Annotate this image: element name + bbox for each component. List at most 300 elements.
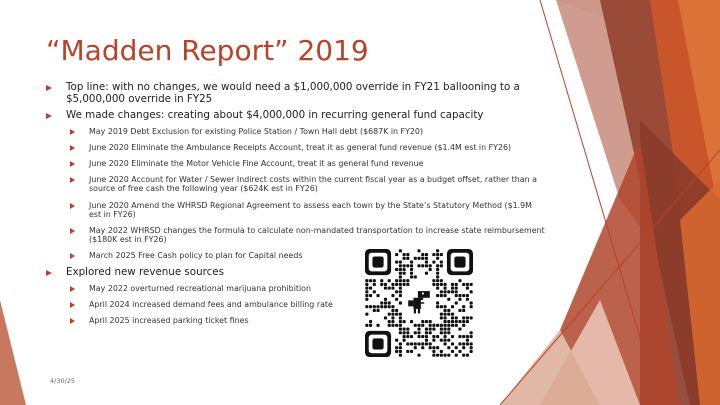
qr-module <box>440 290 443 293</box>
qr-module <box>455 354 458 357</box>
qr-module <box>466 335 469 338</box>
qr-module <box>425 339 428 342</box>
qr-module <box>455 301 458 304</box>
qr-module <box>421 346 424 349</box>
qr-module <box>414 331 417 334</box>
qr-module <box>470 305 473 308</box>
qr-module <box>436 279 439 282</box>
qr-module <box>425 320 428 323</box>
qr-module <box>369 320 372 323</box>
qr-module <box>365 287 368 290</box>
qr-module <box>425 260 428 263</box>
sub-bullet-arrow-icon <box>70 129 75 135</box>
qr-module <box>395 298 398 301</box>
qr-module <box>466 316 469 319</box>
qr-finder-top-left <box>365 249 391 275</box>
qr-module <box>466 298 469 301</box>
qr-module <box>376 324 379 327</box>
qr-module <box>421 320 424 323</box>
qr-module <box>436 287 439 290</box>
qr-module <box>376 294 379 297</box>
qr-module <box>406 279 409 282</box>
qr-module <box>444 328 447 331</box>
qr-module <box>466 339 469 342</box>
qr-module <box>395 346 398 349</box>
qr-module <box>391 287 394 290</box>
qr-module <box>451 283 454 286</box>
qr-module <box>425 331 428 334</box>
qr-module <box>432 279 435 282</box>
qr-module <box>406 342 409 345</box>
qr-module <box>399 316 402 319</box>
qr-module <box>462 354 465 357</box>
qr-module <box>436 249 439 252</box>
qr-module <box>462 316 465 319</box>
bullet-changes <box>46 110 546 122</box>
qr-module <box>365 283 368 286</box>
sub-bullet-arrow-icon <box>70 318 75 324</box>
qr-module <box>391 309 394 312</box>
qr-module <box>421 324 424 327</box>
qr-code[interactable] <box>365 249 473 357</box>
qr-module <box>458 294 461 297</box>
qr-module <box>388 320 391 323</box>
qr-module <box>429 346 432 349</box>
qr-module <box>462 346 465 349</box>
qr-module <box>395 283 398 286</box>
qr-module <box>447 328 450 331</box>
qr-module <box>406 350 409 353</box>
qr-module <box>470 301 473 304</box>
qr-module <box>440 331 443 334</box>
qr-module <box>365 290 368 293</box>
qr-module <box>436 283 439 286</box>
qr-module <box>451 320 454 323</box>
qr-module <box>391 316 394 319</box>
qr-module <box>429 320 432 323</box>
sub-bullet <box>46 143 546 152</box>
qr-module <box>391 324 394 327</box>
qr-module <box>365 324 368 327</box>
qr-module <box>369 279 372 282</box>
qr-module <box>399 350 402 353</box>
qr-module <box>365 294 368 297</box>
qr-module <box>380 301 383 304</box>
qr-module <box>380 279 383 282</box>
qr-module <box>444 335 447 338</box>
qr-module <box>451 342 454 345</box>
qr-module <box>440 354 443 357</box>
qr-module <box>444 331 447 334</box>
qr-module <box>399 301 402 304</box>
qr-module <box>425 253 428 256</box>
qr-module <box>455 316 458 319</box>
qr-module <box>373 279 376 282</box>
qr-module <box>462 305 465 308</box>
qr-module <box>399 287 402 290</box>
qr-module <box>440 279 443 282</box>
qr-module <box>447 324 450 327</box>
qr-module <box>395 339 398 342</box>
qr-module <box>399 342 402 345</box>
qr-module <box>440 350 443 353</box>
qr-module <box>403 339 406 342</box>
qr-module <box>432 339 435 342</box>
qr-module <box>425 272 428 275</box>
qr-module <box>376 305 379 308</box>
qr-module <box>403 328 406 331</box>
qr-module <box>436 257 439 260</box>
qr-module <box>470 331 473 334</box>
bullet-text: We made changes: creating about $4,000,000 in recurring general fund capacity <box>66 109 484 121</box>
qr-module <box>417 331 420 334</box>
qr-module <box>447 346 450 349</box>
qr-finder-bottom-left <box>365 331 391 357</box>
qr-module <box>388 324 391 327</box>
qr-module <box>403 268 406 271</box>
qr-module <box>466 342 469 345</box>
qr-module <box>417 328 420 331</box>
sub-bullet <box>46 127 546 136</box>
qr-module <box>403 272 406 275</box>
qr-module <box>399 331 402 334</box>
qr-module <box>410 275 413 278</box>
sub-bullet-arrow-icon <box>70 253 75 259</box>
sub-bullet-arrow-icon <box>70 145 75 151</box>
qr-module <box>455 324 458 327</box>
qr-module <box>399 313 402 316</box>
qr-module <box>395 290 398 293</box>
qr-module <box>462 294 465 297</box>
qr-module <box>365 313 368 316</box>
qr-module <box>399 249 402 252</box>
qr-module <box>391 320 394 323</box>
qr-module <box>440 324 443 327</box>
qr-module <box>432 335 435 338</box>
sub-bullet-text: May 2022 overturned recreational marijuana prohibition <box>89 284 312 294</box>
qr-module <box>425 264 428 267</box>
qr-module <box>444 290 447 293</box>
qr-module <box>440 305 443 308</box>
qr-module <box>458 335 461 338</box>
qr-module <box>406 253 409 256</box>
qr-module <box>466 287 469 290</box>
qr-module <box>444 305 447 308</box>
qr-module <box>455 294 458 297</box>
qr-module <box>425 328 428 331</box>
qr-module <box>417 324 420 327</box>
qr-module <box>410 268 413 271</box>
qr-module <box>455 283 458 286</box>
sub-bullet-text: June 2020 Eliminate the Ambulance Receipts Account, treat it as general fund revenue ($1.4M est in FY26) <box>89 142 512 152</box>
qr-module <box>436 324 439 327</box>
qr-module <box>425 342 428 345</box>
qr-module <box>440 313 443 316</box>
qr-module <box>369 305 372 308</box>
qr-module <box>365 305 368 308</box>
qr-module <box>470 335 473 338</box>
qr-module <box>365 298 368 301</box>
qr-module <box>414 275 417 278</box>
qr-module <box>403 283 406 286</box>
qr-module <box>395 324 398 327</box>
qr-module <box>369 287 372 290</box>
qr-module <box>384 305 387 308</box>
qr-module <box>384 301 387 304</box>
qr-module <box>399 324 402 327</box>
qr-module <box>436 275 439 278</box>
qr-module <box>388 301 391 304</box>
qr-module <box>440 260 443 263</box>
qr-module <box>417 335 420 338</box>
qr-module <box>466 283 469 286</box>
qr-module <box>470 316 473 319</box>
qr-module <box>414 324 417 327</box>
sub-bullet-text: March 2025 Free Cash policy to plan for Capital needs <box>89 251 303 261</box>
qr-module <box>455 320 458 323</box>
qr-module <box>447 298 450 301</box>
sub-bullet-arrow-icon <box>70 161 75 167</box>
qr-module <box>458 279 461 282</box>
bullet-arrow-icon <box>46 270 52 276</box>
qr-module <box>380 283 383 286</box>
qr-module <box>470 346 473 349</box>
sub-bullet-arrow-icon <box>70 302 75 308</box>
qr-module <box>406 264 409 267</box>
sub-bullet-text: June 2020 Eliminate the Motor Vehicle Fine Account, treat it as general fund revenue <box>89 158 424 168</box>
qr-module <box>399 275 402 278</box>
qr-module <box>395 260 398 263</box>
qr-module <box>410 320 413 323</box>
qr-module <box>388 279 391 282</box>
qr-module <box>466 320 469 323</box>
qr-module <box>447 290 450 293</box>
qr-module <box>458 328 461 331</box>
qr-module <box>388 287 391 290</box>
qr-module <box>384 298 387 301</box>
qr-module <box>458 342 461 345</box>
qr-module <box>470 350 473 353</box>
qr-module <box>388 305 391 308</box>
qr-module <box>429 331 432 334</box>
qr-module <box>444 320 447 323</box>
qr-module <box>429 268 432 271</box>
qr-module <box>447 339 450 342</box>
qr-module <box>444 313 447 316</box>
qr-module <box>470 283 473 286</box>
qr-module <box>436 294 439 297</box>
qr-module <box>399 328 402 331</box>
qr-module <box>406 331 409 334</box>
bullet-text: Explored new revenue sources <box>66 265 224 278</box>
qr-module <box>410 350 413 353</box>
qr-module <box>399 260 402 263</box>
qr-module <box>436 305 439 308</box>
qr-module <box>436 272 439 275</box>
qr-module <box>395 350 398 353</box>
qr-module <box>455 290 458 293</box>
qr-module <box>429 324 432 327</box>
qr-module <box>444 339 447 342</box>
qr-module <box>462 342 465 345</box>
qr-module <box>403 331 406 334</box>
qr-module <box>395 279 398 282</box>
qr-module <box>444 324 447 327</box>
qr-module <box>462 309 465 312</box>
qr-module <box>406 283 409 286</box>
qr-module <box>470 342 473 345</box>
qr-module <box>417 257 420 260</box>
qr-module <box>436 264 439 267</box>
qr-module <box>425 257 428 260</box>
qr-module <box>440 283 443 286</box>
qr-module <box>403 335 406 338</box>
qr-module <box>414 257 417 260</box>
qr-module <box>403 320 406 323</box>
qr-module <box>391 294 394 297</box>
qr-module <box>380 305 383 308</box>
sub-bullet-text: May 2022 WHRSD changes the formula to calculate non-mandated transportation to increase state reimbursement ($180K est in FY26) <box>89 225 545 245</box>
qr-module <box>451 335 454 338</box>
qr-module <box>458 320 461 323</box>
qr-module <box>399 264 402 267</box>
qr-module <box>436 253 439 256</box>
qr-module <box>440 316 443 319</box>
qr-module <box>399 290 402 293</box>
qr-module <box>384 283 387 286</box>
sub-bullet-arrow-icon <box>70 203 75 209</box>
qr-module <box>440 294 443 297</box>
facet-left-bottom <box>0 300 26 405</box>
sub-bullet <box>46 175 546 193</box>
qr-module <box>432 283 435 286</box>
qr-module <box>421 342 424 345</box>
qr-module <box>384 287 387 290</box>
qr-module <box>455 346 458 349</box>
qr-module <box>365 279 368 282</box>
qr-module <box>466 354 469 357</box>
qr-module <box>436 301 439 304</box>
qr-module <box>462 283 465 286</box>
dinosaur-icon <box>404 288 434 318</box>
qr-module <box>406 257 409 260</box>
qr-module <box>399 279 402 282</box>
qr-module <box>444 354 447 357</box>
qr-module <box>429 328 432 331</box>
qr-module <box>388 313 391 316</box>
qr-module <box>403 257 406 260</box>
qr-module <box>444 316 447 319</box>
qr-module <box>444 283 447 286</box>
qr-finder-top-right <box>447 249 473 275</box>
qr-module <box>462 324 465 327</box>
sub-bullet-arrow-icon <box>70 286 75 292</box>
qr-module <box>451 316 454 319</box>
qr-module <box>417 354 420 357</box>
qr-module <box>421 253 424 256</box>
qr-module <box>384 316 387 319</box>
qr-module <box>391 313 394 316</box>
qr-module <box>451 350 454 353</box>
footer-date: 4/30/25 <box>50 377 76 385</box>
qr-module <box>373 305 376 308</box>
qr-module <box>421 257 424 260</box>
qr-module <box>406 328 409 331</box>
qr-module <box>429 264 432 267</box>
qr-module <box>399 283 402 286</box>
qr-module <box>447 354 450 357</box>
sub-bullet-text: June 2020 Amend the WHRSD Regional Agreement to assess each town by the State’s Statutory Method ($1.9M est in FY26) <box>89 200 532 219</box>
qr-module <box>432 350 435 353</box>
sub-bullet <box>46 159 546 168</box>
qr-module <box>451 313 454 316</box>
qr-module <box>395 313 398 316</box>
qr-module <box>436 268 439 271</box>
qr-module <box>417 264 420 267</box>
qr-module <box>444 294 447 297</box>
sub-bullet-text: April 2024 increased demand fees and ambulance billing rate <box>89 300 333 310</box>
qr-module <box>403 279 406 282</box>
bullet-arrow-icon <box>46 113 52 119</box>
qr-module <box>455 287 458 290</box>
sub-bullet <box>46 226 546 244</box>
qr-module <box>421 335 424 338</box>
qr-module <box>399 272 402 275</box>
qr-module <box>432 260 435 263</box>
sub-bullet-arrow-icon <box>70 177 75 183</box>
qr-module <box>458 298 461 301</box>
qr-module <box>399 294 402 297</box>
qr-module <box>462 335 465 338</box>
qr-module <box>470 290 473 293</box>
qr-module <box>447 309 450 312</box>
slide-title: “Madden Report” 2019 <box>46 34 369 67</box>
qr-module <box>447 331 450 334</box>
bullet-text: Top line: with no changes, we would need a $1,000,000 override in FY21 ballooning to a $5,000,000 override in FY25 <box>66 81 520 105</box>
qr-module <box>458 350 461 353</box>
qr-module <box>373 283 376 286</box>
qr-module <box>444 309 447 312</box>
qr-module <box>391 283 394 286</box>
qr-module <box>440 264 443 267</box>
qr-module <box>403 253 406 256</box>
qr-module <box>369 294 372 297</box>
qr-module <box>399 268 402 271</box>
qr-module <box>451 305 454 308</box>
qr-module <box>395 268 398 271</box>
qr-module <box>451 324 454 327</box>
qr-module <box>458 309 461 312</box>
qr-module <box>410 260 413 263</box>
qr-module <box>444 342 447 345</box>
qr-module <box>425 335 428 338</box>
qr-module <box>369 324 372 327</box>
qr-module <box>399 320 402 323</box>
bullet-top-line <box>46 82 546 105</box>
qr-module <box>432 346 435 349</box>
qr-module <box>421 264 424 267</box>
qr-module <box>429 342 432 345</box>
qr-module <box>451 287 454 290</box>
sub-bullet-arrow-icon <box>70 228 75 234</box>
qr-module <box>462 320 465 323</box>
qr-module <box>395 253 398 256</box>
qr-module <box>391 305 394 308</box>
qr-module <box>447 313 450 316</box>
qr-module <box>440 339 443 342</box>
qr-module <box>399 354 402 357</box>
qr-module <box>414 342 417 345</box>
